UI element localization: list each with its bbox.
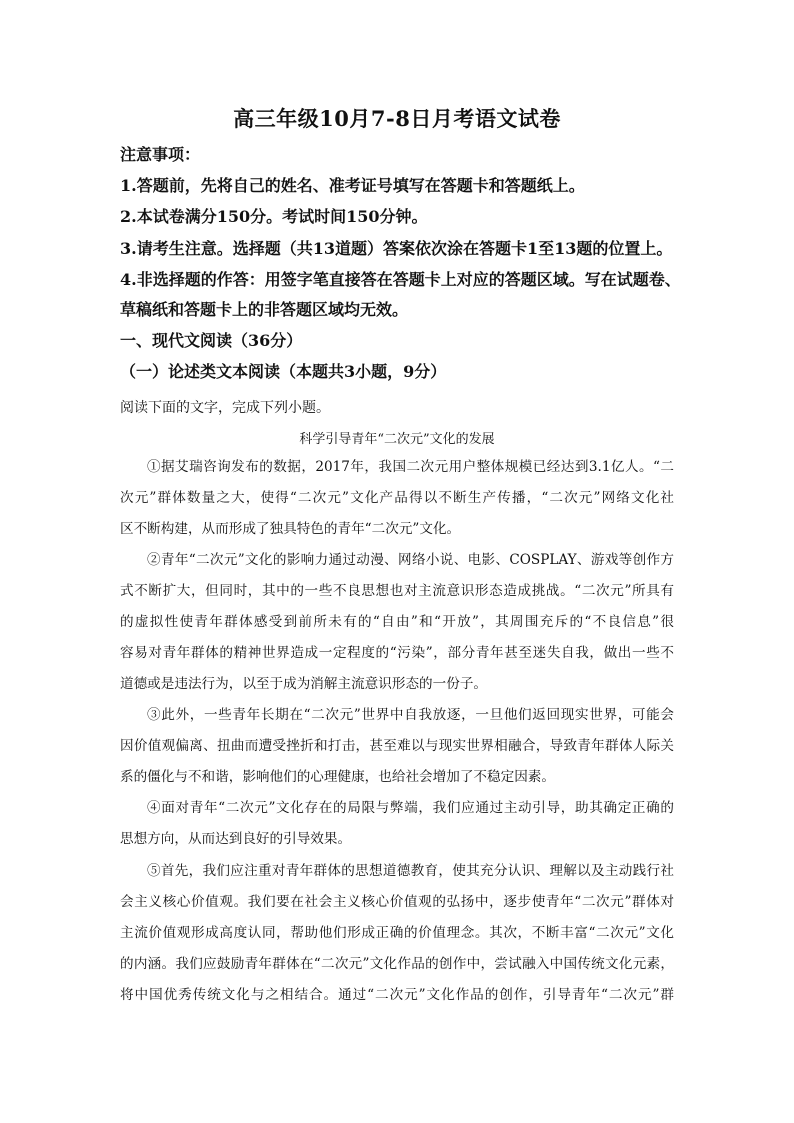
section-heading: 一、现代文阅读（36分） [120, 331, 303, 350]
notice-item-5: 草稿纸和答题卡上的非答题区域均无效。 [120, 300, 409, 319]
article-line: 系的僵化与不和谐，影响他们的心理健康，也给社会增加了不稳定因素。 [120, 769, 555, 785]
article-line: 主流价值观形成高度认同，帮助他们形成正确的价值理念。其次，不断丰富“二次元”文化 [120, 925, 674, 941]
article-line: 容易对青年群体的精神世界造成一定程度的“污染”，部分青年甚至迷失自我，做出一些不 [120, 645, 674, 661]
article-line: ③此外，一些青年长期在“二次元”世界中自我放逐，一旦他们返回现实世界，可能会 [147, 707, 674, 723]
article-line: 的虚拟性使青年群体感受到前所未有的“自由”和“开放”，其周围充斥的“不良信息”很 [120, 614, 674, 630]
article-line: ①据艾瑞咨询发布的数据，2017年，我国二次元用户整体规模已经达到3.1亿人。“二 [147, 459, 674, 475]
subsection-heading: （一）论述类文本阅读（本题共3小题，9分） [120, 362, 447, 381]
article-line: 次元”群体数量之大，使得“二次元”文化产品得以不断生产传播，“二次元”网络文化社 [120, 490, 674, 506]
reading-instruction: 阅读下面的文字，完成下列小题。 [120, 400, 330, 416]
article-line: ④面对青年“二次元”文化存在的局限与弊端，我们应通过主动引导，助其确定正确的 [147, 800, 674, 816]
article-line: 会主义核心价值观。我们要在社会主义核心价值观的弘扬中，逐步使青年“二次元”群体对 [120, 894, 674, 910]
article-line: ②青年“二次元”文化的影响力通过动漫、网络小说、电影、COSPLAY、游戏等创作方 [147, 552, 674, 568]
article-title: 科学引导青年“二次元”文化的发展 [299, 432, 495, 447]
article-line: 道德或是违法行为，以至于成为消解主流意识形态的一份子。 [120, 676, 488, 692]
article-line: 因价值观偏离、扭曲而遭受挫折和打击，甚至难以与现实世界相融合，导致青年群体人际关 [120, 738, 674, 754]
article-line: ⑤首先，我们应注重对青年群体的思想道德教育，使其充分认识、理解以及主动践行社 [147, 863, 674, 879]
article-line: 式不断扩大，但同时，其中的一些不良思想也对主流意识形态造成挑战。“二次元”所具有 [120, 583, 674, 599]
article-line: 的内涵。我们应鼓励青年群体在“二次元”文化作品的创作中，尝试融入中国传统文化元素， [120, 956, 674, 972]
notice-item-4: 4.非选择题的作答：用签字笔直接答在答题卡上对应的答题区域。写在试题卷、 [120, 270, 681, 289]
article-line: 将中国优秀传统文化与之相结合。通过“二次元”文化作品的创作，引导青年“二次元”群 [120, 987, 674, 1003]
notice-item-2: 2.本试卷满分150分。考试时间150分钟。 [120, 207, 428, 226]
notice-item-3: 3.请考生注意。选择题（共13道题）答案依次涂在答题卡1至13题的位置上。 [120, 239, 673, 258]
article-line: 区不断构建，从而形成了独具特色的青年“二次元”文化。 [120, 521, 461, 537]
notice-heading: 注意事项： [120, 145, 201, 164]
article-line: 思想方向，从而达到良好的引导效果。 [120, 831, 352, 847]
page-title: 高三年级10月7-8日月考语文试卷 [233, 106, 561, 131]
notice-item-1: 1.答题前，先将自己的姓名、准考证号填写在答题卡和答题纸上。 [120, 176, 585, 195]
